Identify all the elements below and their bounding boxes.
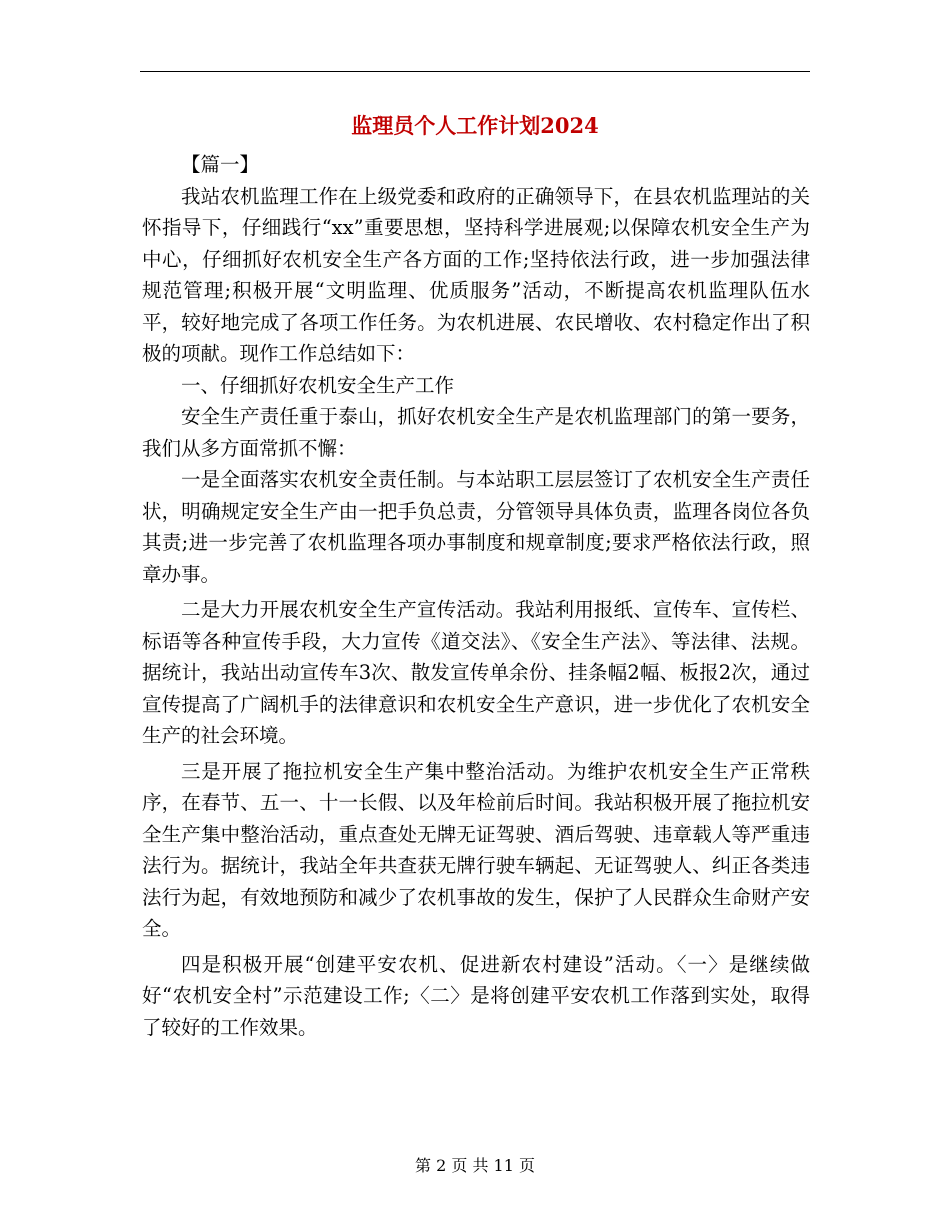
page-footer xyxy=(0,1154,950,1178)
paragraph-heading-1: 一、仔细抓好农机安全生产工作 xyxy=(181,373,455,397)
paragraph-item-2: 二是大力开展农机安全生产宣传活动。我站利用报纸、宣传车、宣传栏、标语等各种宣传手段，大力宣传《道交法》、《安全生产法》、等法律、法规。据统计，我站出动宣传车3次、散发宣传单余份、挂条幅2幅、板报2次，通过宣传提高了广阔机手的法律意识和农机安全生产意识，进一步优化了农机安全生产的社会环境。 xyxy=(142,598,810,747)
page-number: 第 2 页 共 11 页 xyxy=(415,1156,535,1175)
paragraph-item-1: 一是全面落实农机安全责任制。与本站职工层层签订了农机安全生产责任状，明确规定安全生产由一把手负总责，分管领导具体负责，监理各岗位各负其责;进一步完善了农机监理各项办事制度和规章制度;要求严格依法行政，照章办事。 xyxy=(142,468,810,586)
paragraph-item-3: 三是开展了拖拉机安全生产集中整治活动。为维护农机安全生产正常秩序，在春节、五一、十一长假、以及年检前后时间。我站积极开展了拖拉机安全生产集中整治活动，重点查处无牌无证驾驶、酒后驾驶、违章载人等严重违法行为。据统计，我站全年共查获无牌行驶车辆起、无证驾驶人、纠正各类违法行为起，有效地预防和减少了农机事故的发生，保护了人民群众生命财产安全。 xyxy=(142,759,810,940)
document-title: 监理员个人工作计划2024 xyxy=(351,113,599,138)
section-label: 【篇一】 xyxy=(181,153,260,176)
paragraph-safety-responsibility: 安全生产责任重于泰山，抓好农机安全生产是农机监理部门的第一要务，我们从多方面常抓不懈： xyxy=(142,405,810,460)
document-body xyxy=(142,149,810,1043)
header-rule xyxy=(140,71,810,72)
paragraph-intro: 我站农机监理工作在上级党委和政府的正确领导下，在县农机监理站的关怀指导下，仔细践行“xx”重要思想，坚持科学进展观;以保障农机安全生产为中心，仔细抓好农机安全生产各方面的工作;坚持依法行政，进一步加强法律规范管理;积极开展“文明监理、优质服务”活动，不断提高农机监理队伍水平，较好地完成了各项工作任务。为农机进展、农民增收、农村稳定作出了积极的项献。现作工作总结如下： xyxy=(142,184,810,365)
paragraph-item-4: 四是积极开展“创建平安农机、促进新农村建设”活动。〈一〉是继续做好“农机安全村”示范建设工作;〈二〉是将创建平安农机工作落到实处，取得了较好的工作效果。 xyxy=(142,952,810,1039)
